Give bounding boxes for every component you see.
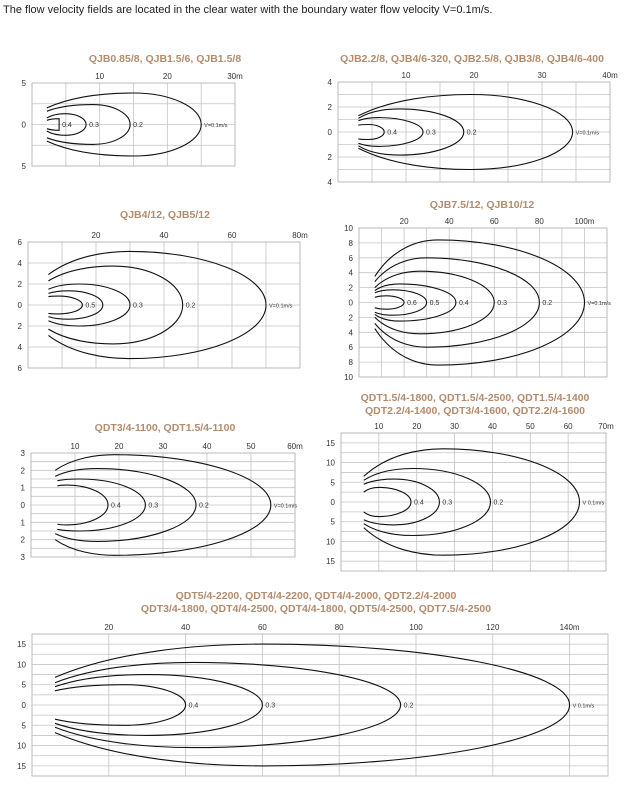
contour-label: 0.2 bbox=[403, 702, 414, 710]
y-tick-label: 2 bbox=[20, 466, 25, 476]
y-tick-label: 2 bbox=[348, 313, 353, 323]
y-tick-label: 10 bbox=[17, 741, 26, 751]
contour-label: 0.4 bbox=[414, 499, 424, 507]
y-tick-label: 3 bbox=[20, 449, 25, 458]
x-tick-label: 40 bbox=[159, 231, 169, 240]
x-tick-label: 50 bbox=[246, 442, 256, 451]
contour-label: 0.3 bbox=[426, 129, 436, 137]
contour-label: 0.6 bbox=[407, 300, 417, 307]
chart-title: QDT2.2/4-1400, QDT3/4-1600, QDT2.2/4-1600 bbox=[364, 405, 586, 417]
y-tick-label: 10 bbox=[326, 537, 335, 547]
y-tick-label: 5 bbox=[21, 162, 26, 171]
x-tick-label: 100m bbox=[574, 217, 595, 226]
x-tick-label: 20 bbox=[114, 442, 124, 451]
contour-label: 0.3 bbox=[497, 300, 508, 307]
chart-c1 bbox=[22, 72, 244, 171]
x-tick-label: 60 bbox=[227, 231, 237, 240]
y-tick-label: 5 bbox=[21, 680, 26, 690]
contour-label: V=0.1m/s bbox=[575, 130, 599, 137]
contour-label: V=0.1m/s bbox=[273, 503, 298, 510]
x-tick-label: 30 bbox=[158, 442, 168, 451]
contour-label: 0.4 bbox=[387, 129, 397, 137]
page-header-text: The flow velocity fields are located in the clear water with the boundary water flow velocity V=0.1m/s. bbox=[3, 4, 493, 16]
x-tick-label: 30 bbox=[450, 422, 460, 431]
y-tick-label: 4 bbox=[348, 268, 353, 278]
x-tick-label: 80 bbox=[534, 217, 544, 226]
y-tick-label: 2 bbox=[348, 283, 353, 293]
contour-label: 0.5 bbox=[429, 300, 440, 307]
x-tick-label: 140m bbox=[559, 623, 580, 632]
x-tick-label: 10 bbox=[70, 442, 80, 451]
x-tick-label: 80m bbox=[292, 231, 308, 240]
x-tick-label: 60 bbox=[563, 422, 573, 431]
contour-label: 0.4 bbox=[62, 122, 72, 129]
y-tick-label: 10 bbox=[326, 458, 335, 468]
chart-title: QJB0.85/8, QJB1.5/6, QJB1.5/8 bbox=[88, 53, 242, 65]
y-tick-label: 2 bbox=[17, 280, 22, 289]
contour-label: V=0.1m/s bbox=[587, 301, 611, 307]
x-tick-label: 20 bbox=[469, 71, 479, 80]
x-tick-label: 20 bbox=[162, 72, 172, 81]
x-tick-label: 80 bbox=[334, 623, 344, 632]
x-tick-label: 60 bbox=[257, 623, 267, 632]
x-tick-label: 60m bbox=[287, 442, 303, 451]
x-tick-label: 10 bbox=[374, 422, 384, 431]
contour-label: 0.2 bbox=[466, 129, 477, 137]
y-tick-label: 4 bbox=[17, 259, 22, 268]
y-tick-label: 6 bbox=[17, 238, 22, 247]
y-tick-label: 8 bbox=[348, 238, 353, 248]
y-tick-label: 15 bbox=[326, 557, 335, 567]
contour-label: 0.4 bbox=[458, 300, 469, 307]
chart-title: QDT3/4-1800, QDT4/4-2500, QDT4/4-1800, QDT5/4-2500, QDT7.5/4-2500 bbox=[140, 603, 492, 615]
y-tick-label: 2 bbox=[327, 153, 332, 162]
y-tick-label: 6 bbox=[348, 253, 353, 263]
y-tick-label: 15 bbox=[17, 640, 26, 650]
y-tick-label: 1 bbox=[20, 518, 25, 528]
contour-label: 0.3 bbox=[265, 702, 276, 710]
chart-title: QJB2.2/8, QJB4/6-320, QJB2.5/8, QJB3/8, QJB4/6-400 bbox=[340, 53, 604, 65]
y-tick-label: 0 bbox=[21, 701, 26, 710]
x-tick-label: 40 bbox=[487, 422, 497, 431]
x-tick-label: 60 bbox=[489, 217, 499, 226]
y-tick-label: 15 bbox=[17, 761, 26, 771]
y-tick-label: 4 bbox=[327, 178, 332, 187]
y-tick-label: 2 bbox=[17, 322, 22, 331]
x-tick-label: 30m bbox=[227, 72, 243, 81]
x-tick-label: 20 bbox=[399, 217, 409, 226]
y-tick-label: 2 bbox=[327, 103, 332, 112]
y-tick-label: 6 bbox=[17, 364, 22, 373]
contour-label: 0.4 bbox=[111, 502, 121, 510]
x-tick-label: 10 bbox=[401, 71, 411, 80]
y-tick-label: 5 bbox=[21, 79, 26, 88]
chart-title: QJB4/12, QJB5/12 bbox=[120, 209, 210, 221]
y-tick-label: 4 bbox=[348, 328, 353, 338]
y-tick-label: 10 bbox=[17, 660, 26, 670]
y-tick-label: 10 bbox=[344, 224, 353, 233]
x-tick-label: 70m bbox=[598, 422, 614, 431]
contour-label: V 0.1m/s bbox=[582, 500, 605, 507]
x-tick-label: 10 bbox=[95, 72, 105, 81]
x-tick-label: 20 bbox=[91, 231, 101, 240]
x-tick-label: 40 bbox=[444, 217, 454, 226]
x-tick-label: 20 bbox=[412, 422, 422, 431]
chart-c2 bbox=[328, 71, 619, 187]
x-tick-label: 120 bbox=[486, 623, 500, 632]
y-tick-label: 0 bbox=[20, 501, 25, 510]
y-tick-label: 5 bbox=[330, 478, 335, 488]
contour-label: 0.3 bbox=[133, 302, 143, 310]
y-tick-label: 4 bbox=[17, 343, 22, 352]
y-tick-label: 5 bbox=[330, 517, 335, 527]
contour-label: 0.2 bbox=[199, 502, 209, 510]
y-tick-label: 4 bbox=[327, 78, 332, 87]
chart-title: QDT3/4-1100, QDT1.5/4-1100 bbox=[94, 422, 236, 434]
chart-title: QJB7.5/12, QJB10/12 bbox=[429, 199, 535, 211]
contour-label: 0.3 bbox=[89, 122, 99, 129]
chart-c5 bbox=[21, 442, 304, 562]
contour-label: V=0.1m/s bbox=[204, 123, 228, 129]
x-tick-label: 100 bbox=[409, 623, 423, 632]
x-tick-label: 40m bbox=[602, 71, 618, 80]
contour-label: 0.4 bbox=[188, 702, 199, 710]
y-tick-label: 0 bbox=[327, 128, 332, 137]
y-tick-label: 8 bbox=[348, 358, 353, 368]
y-tick-label: 10 bbox=[344, 373, 353, 382]
contour-label: 0.2 bbox=[185, 302, 196, 310]
contour-label: 0.2 bbox=[542, 300, 553, 307]
y-tick-label: 0 bbox=[330, 498, 335, 507]
y-tick-label: 0 bbox=[21, 120, 26, 130]
y-tick-label: 5 bbox=[21, 721, 26, 731]
chart-c6 bbox=[326, 422, 614, 571]
contour-label: 0.5 bbox=[85, 302, 96, 310]
chart-c3 bbox=[18, 231, 309, 373]
x-tick-label: 40 bbox=[181, 623, 191, 632]
x-tick-label: 30 bbox=[537, 71, 547, 80]
contour-label: 0.3 bbox=[148, 502, 159, 510]
chart-c4 bbox=[344, 217, 611, 382]
contour-label: 0.2 bbox=[133, 122, 143, 129]
chart-title: QDT1.5/4-1800, QDT1.5/4-2500, QDT1.5/4-1400 bbox=[360, 392, 590, 404]
chart-c7 bbox=[17, 623, 608, 776]
y-tick-label: 2 bbox=[20, 535, 25, 545]
y-tick-label: 0 bbox=[17, 301, 22, 310]
x-tick-label: 50 bbox=[525, 422, 535, 431]
contour-label: 0.2 bbox=[493, 499, 504, 507]
y-tick-label: 15 bbox=[326, 438, 335, 448]
x-tick-label: 20 bbox=[104, 623, 114, 632]
contour-label: 0.3 bbox=[442, 499, 453, 507]
y-tick-label: 6 bbox=[348, 343, 353, 353]
contour-label: V=0.1m/s bbox=[269, 303, 293, 310]
x-tick-label: 40 bbox=[202, 442, 212, 451]
y-tick-label: 0 bbox=[348, 298, 353, 308]
y-tick-label: 3 bbox=[20, 553, 25, 562]
chart-title: QDT5/4-2200, QDT4/4-2200, QDT4/4-2000, QDT2.2/4-2000 bbox=[175, 590, 457, 602]
contour-label: V 0.1m/s bbox=[572, 703, 595, 710]
y-tick-label: 1 bbox=[20, 483, 25, 493]
